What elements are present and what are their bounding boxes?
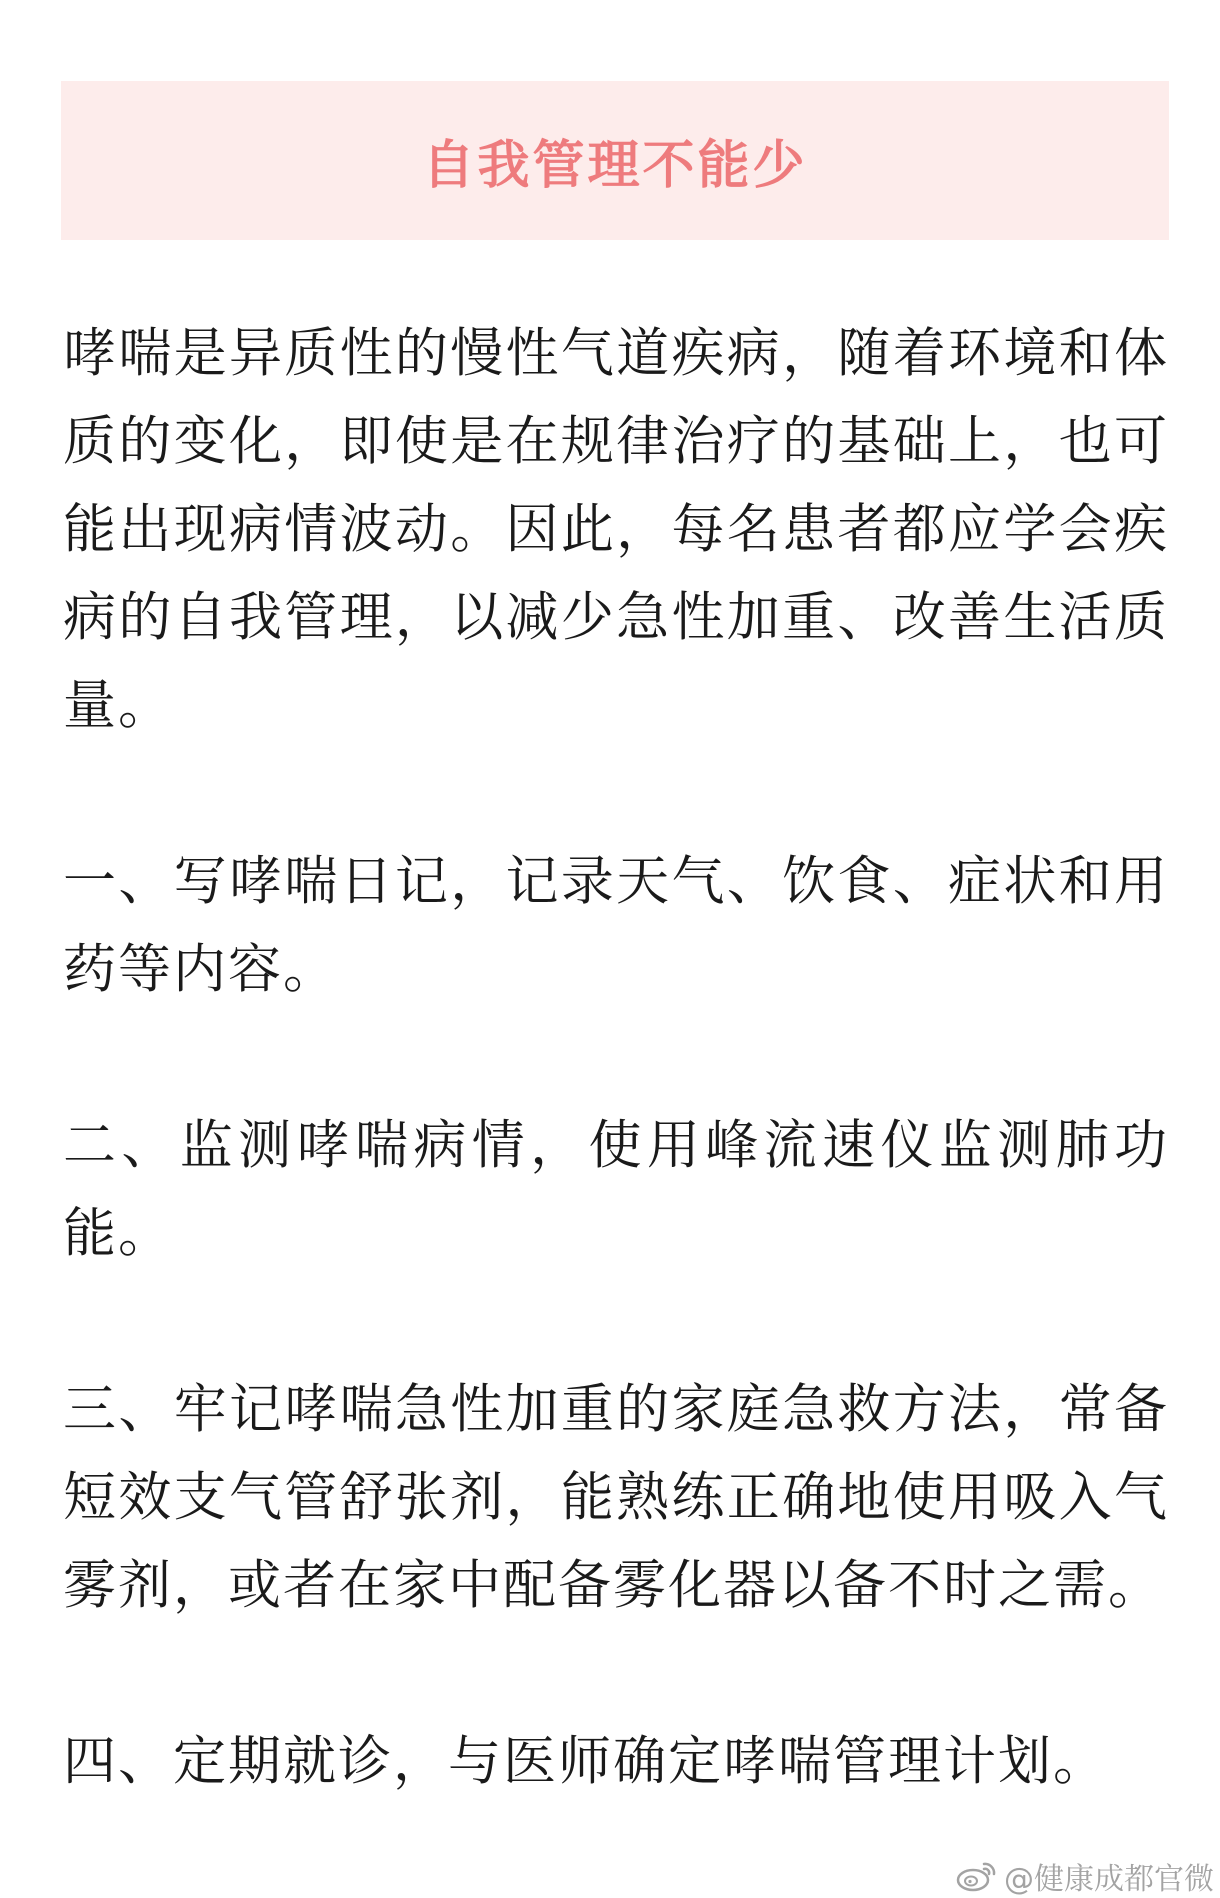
list-item: 四、定期就诊，与医师确定哮喘管理计划。 [63,1731,1108,1792]
watermark [956,1858,1214,1897]
list-item: 三、牢记哮喘急性加重的家庭急救方法，常备短效支气管舒张剂，能熟练正确地使用吸入气雾剂，或者在家中配备雾化器以备不时之需。 [63,1379,1169,1616]
weibo-icon [956,1859,998,1893]
list-item: 二、监测哮喘病情，使用峰流速仪监测肺功能。 [63,1115,1169,1264]
list-item: 一、写哮喘日记，记录天气、饮食、症状和用药等内容。 [63,851,1169,1000]
title-banner [61,81,1169,240]
intro-paragraph: 哮喘是异质性的慢性气道疾病，随着环境和体质的变化，即使是在规律治疗的基础上，也可能出现病情波动。因此，每名患者都应学会疾病的自我管理，以减少急性加重、改善生活质量。 [63,323,1169,736]
page-title: 自我管理不能少 [422,136,808,196]
watermark-text: @健康成都官微 [1004,1862,1214,1897]
article-body [63,310,1169,1806]
